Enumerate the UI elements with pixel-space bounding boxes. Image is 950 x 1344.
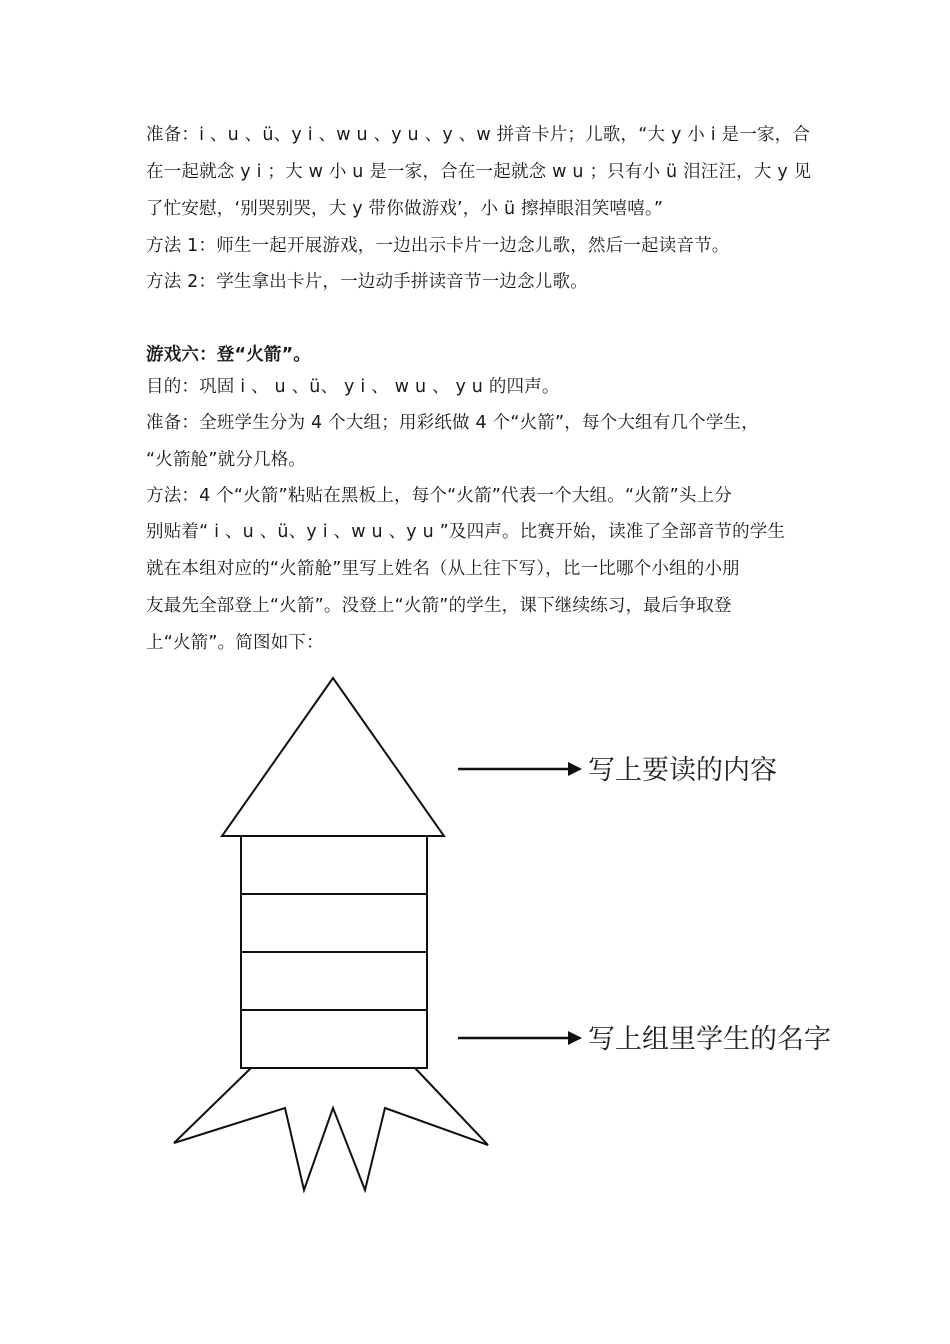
rocket-cabin-2 bbox=[241, 894, 427, 952]
rocket-cabin-3 bbox=[241, 952, 427, 1010]
method-line-1: 方法：4 个“火箭”粘贴在黑板上，每个“火箭”代表一个大组。“火箭”头上分 bbox=[146, 486, 732, 506]
prep-line-1: 准备：i 、u 、ü、y i 、w u 、y u 、y 、w 拼音卡片；儿歌，“大 y 小 i 是一家，合 bbox=[146, 125, 811, 145]
prep-line-3: 了忙安慰，‘别哭别哭，大 y 带你做游戏’，小 ü 擦掉眼泪笑嘻嘻。” bbox=[146, 199, 664, 219]
method-line-4: 友最先全部登上“火箭”。没登上“火箭”的学生，课下继续练习，最后争取登 bbox=[146, 596, 732, 616]
game-six-heading: 游戏六：登“火箭”。 bbox=[146, 345, 312, 365]
label-student-names: 写上组里学生的名字 bbox=[588, 1024, 831, 1055]
method-line-5: 上“火箭”。简图如下： bbox=[146, 633, 324, 653]
method-line-3: 就在本组对应的“火箭舱”里写上姓名（从上往下写），比一比哪个小组的小朋 bbox=[146, 559, 740, 579]
rocket-nose-cone bbox=[222, 678, 444, 836]
method-2-line: 方法 2：学生拿出卡片，一边动手拼读音节一边念儿歌。 bbox=[146, 272, 588, 292]
goal-line: 目的：巩固 i 、 u 、ü、 y i 、 w u 、 y u 的四声。 bbox=[146, 377, 560, 397]
method-1-line: 方法 1：师生一起开展游戏，一边出示卡片一边念儿歌，然后一起读音节。 bbox=[146, 236, 730, 256]
rocket-tail-flames bbox=[174, 1068, 488, 1190]
label-read-content: 写上要读的内容 bbox=[588, 755, 777, 786]
prep-line-2: 在一起就念 y i ；大 w 小 u 是一家，合在一起就念 w u ；只有小 ü 泪汪汪，大 y 见 bbox=[146, 162, 812, 182]
prep-line-5: “火箭舱”就分几格。 bbox=[146, 450, 307, 470]
method-line-2: 别贴着“ i 、u 、ü、y i 、w u 、y u ”及四声。比赛开始，读准了全部音节的学生 bbox=[146, 522, 786, 542]
rocket-cabin-4 bbox=[241, 1010, 427, 1068]
rocket-cabin-1 bbox=[241, 836, 427, 894]
prep-line-4: 准备：全班学生分为 4 个大组；用彩纸做 4 个“火箭”，每个大组有几个学生， bbox=[146, 413, 759, 433]
